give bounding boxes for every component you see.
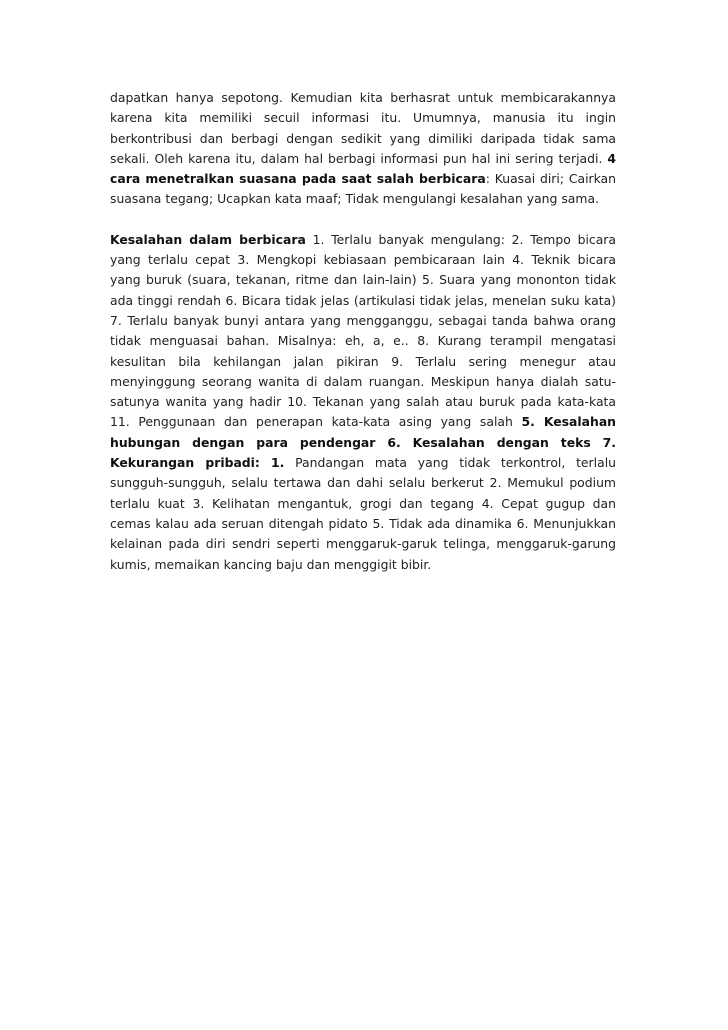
paragraph-text: 1. Terlalu banyak mengulang: 2. Tempo bicara yang terlalu cepat 3. Mengkopi kebiasaan pembicaraan lain 4. Teknik bicara yang buruk (suara, tekanan, ritme dan lain-lain) 5. Suara yang mononton tidak ada tinggi rendah 6. Bicara tidak jelas (artikulasi tidak jelas, menelan suku kata) 7. Terlalu banyak bunyi antara yang mengganggu, sebagai tanda bahwa orang tidak menguasai bahan. Misalnya: eh, a, e.. 8. Kurang terampil mengatasi kesulitan bila kehilangan jalan pikiran 9. Terlalu sering menegur atau menyinggung seorang wanita di dalam ruangan. Meskipun hanya dialah satu-satunya wanita yang hadir 10. Tekanan yang salah atau buruk pada kata-kata 11. Penggunaan dan penerapan kata-kata asing yang salah [110, 231, 616, 430]
bold-heading: Kesalahan dalam berbicara [110, 231, 306, 247]
paragraph-text: dapatkan hanya sepotong. Kemudian kita berhasrat untuk membicarakannya karena kita memiliki secuil informasi itu. Umumnya, manusia itu ingin berkontribusi dan berbagi dengan sedikit yang dimiliki daripada tidak sama sekali. Oleh karena itu, dalam hal berbagi informasi pun hal ini sering terjadi. [110, 90, 616, 166]
bold-heading: 4 cara menetralkan suasana pada saat salah berbicara [110, 150, 616, 187]
bold-heading: 5. Kesalahan hubungan dengan para pendengar 6. Kesalahan dengan teks 7. Kekurangan pribadi: 1. [110, 414, 616, 471]
paragraph-speaking-mistakes [110, 230, 616, 575]
paragraph-text: : Kuasai diri; Cairkan suasana tegang; Ucapkan kata maaf; Tidak mengulangi kesalahan yang sama. [110, 171, 617, 207]
paragraph-neutralize-tips [110, 88, 616, 210]
paragraph-text: Pandangan mata yang tidak terkontrol, terlalu sungguh-sungguh, selalu tertawa dan dahi selalu berkerut 2. Memukul podium terlalu kuat 3. Kelihatan mengantuk, grogi dan tegang 4. Cepat gugup dan cemas kalau ada seruan ditengah pidato 5. Tidak ada dinamika 6. Menunjukkan kelainan pada diri sendri seperti menggaruk-garuk telinga, menggaruk-garung kumis, memaikan kancing baju dan menggigit bibir. [110, 455, 616, 572]
document-page [110, 88, 616, 575]
